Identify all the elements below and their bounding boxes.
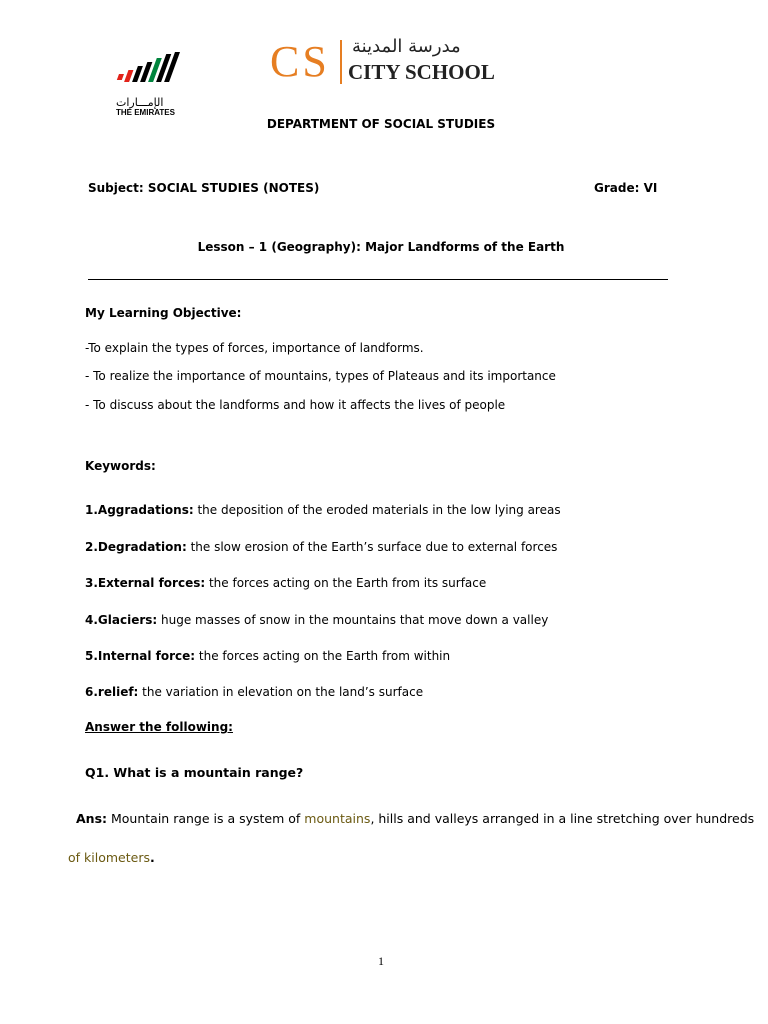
kilometers-link[interactable]: of kilometers bbox=[68, 850, 150, 865]
questions-heading: Answer the following: bbox=[85, 720, 233, 734]
emirates-bars-graphic bbox=[115, 52, 187, 88]
keyword-definition: the deposition of the eroded materials in the low lying areas bbox=[193, 503, 561, 517]
keyword-definition: huge masses of snow in the mountains that move down a valley bbox=[157, 613, 549, 627]
keyword-term: 3.External forces: bbox=[85, 576, 206, 590]
horizontal-rule bbox=[88, 279, 668, 280]
objective-item: -To explain the types of forces, importance of landforms. bbox=[85, 341, 424, 355]
keyword-definition: the forces acting on the Earth from within bbox=[195, 649, 451, 663]
page-number: 1 bbox=[378, 954, 384, 968]
objective-item: - To realize the importance of mountains, types of Plateaus and its importance bbox=[85, 369, 556, 383]
question-1: Q1. What is a mountain range? bbox=[85, 765, 304, 780]
grade-label: Grade: VI bbox=[594, 181, 658, 195]
logo-divider bbox=[340, 40, 342, 84]
keyword-item bbox=[85, 576, 486, 590]
keyword-term: 6.relief: bbox=[85, 685, 139, 699]
city-school-mark: CS bbox=[270, 37, 330, 86]
keyword-definition: the variation in elevation on the land’s surface bbox=[138, 685, 424, 699]
department-title: DEPARTMENT OF SOCIAL STUDIES bbox=[266, 117, 496, 131]
keywords-heading: Keywords: bbox=[85, 459, 156, 473]
emirates-logo-arabic: الإمـــارات bbox=[116, 96, 164, 109]
mountains-link[interactable]: mountains bbox=[304, 811, 371, 826]
keyword-item bbox=[85, 649, 450, 663]
keyword-term: 4.Glaciers: bbox=[85, 613, 158, 627]
city-school-logo bbox=[268, 36, 508, 92]
keyword-definition: the forces acting on the Earth from its surface bbox=[205, 576, 487, 590]
lesson-title: Lesson – 1 (Geography): Major Landforms of the Earth bbox=[197, 240, 565, 254]
answer-text: , hills and valleys arranged in a line stretching over hundreds bbox=[370, 811, 755, 826]
keyword-term: 5.Internal force: bbox=[85, 649, 196, 663]
emirates-logo-english: THE EMIRATES bbox=[116, 108, 175, 117]
keyword-item bbox=[85, 613, 548, 627]
answer-1-line-1 bbox=[76, 811, 754, 826]
city-school-name: CITY SCHOOL bbox=[348, 60, 495, 84]
answer-label: Ans: bbox=[76, 811, 108, 826]
keyword-item bbox=[85, 685, 423, 699]
answer-end: . bbox=[149, 850, 155, 865]
emirates-logo bbox=[110, 48, 190, 120]
answer-1-line-2 bbox=[68, 850, 155, 865]
answer-text: Mountain range is a system of bbox=[107, 811, 305, 826]
objective-item: - To discuss about the landforms and how it affects the lives of people bbox=[85, 398, 506, 412]
keyword-term: 1.Aggradations: bbox=[85, 503, 194, 517]
keyword-item bbox=[85, 540, 557, 554]
keyword-item bbox=[85, 503, 561, 517]
keyword-definition: the slow erosion of the Earth’s surface due to external forces bbox=[186, 540, 558, 554]
objectives-heading: My Learning Objective: bbox=[85, 306, 242, 320]
city-school-arabic: مدرسة المدينة bbox=[352, 36, 461, 57]
subject-label: Subject: SOCIAL STUDIES (NOTES) bbox=[88, 181, 320, 195]
keyword-term: 2.Degradation: bbox=[85, 540, 187, 554]
